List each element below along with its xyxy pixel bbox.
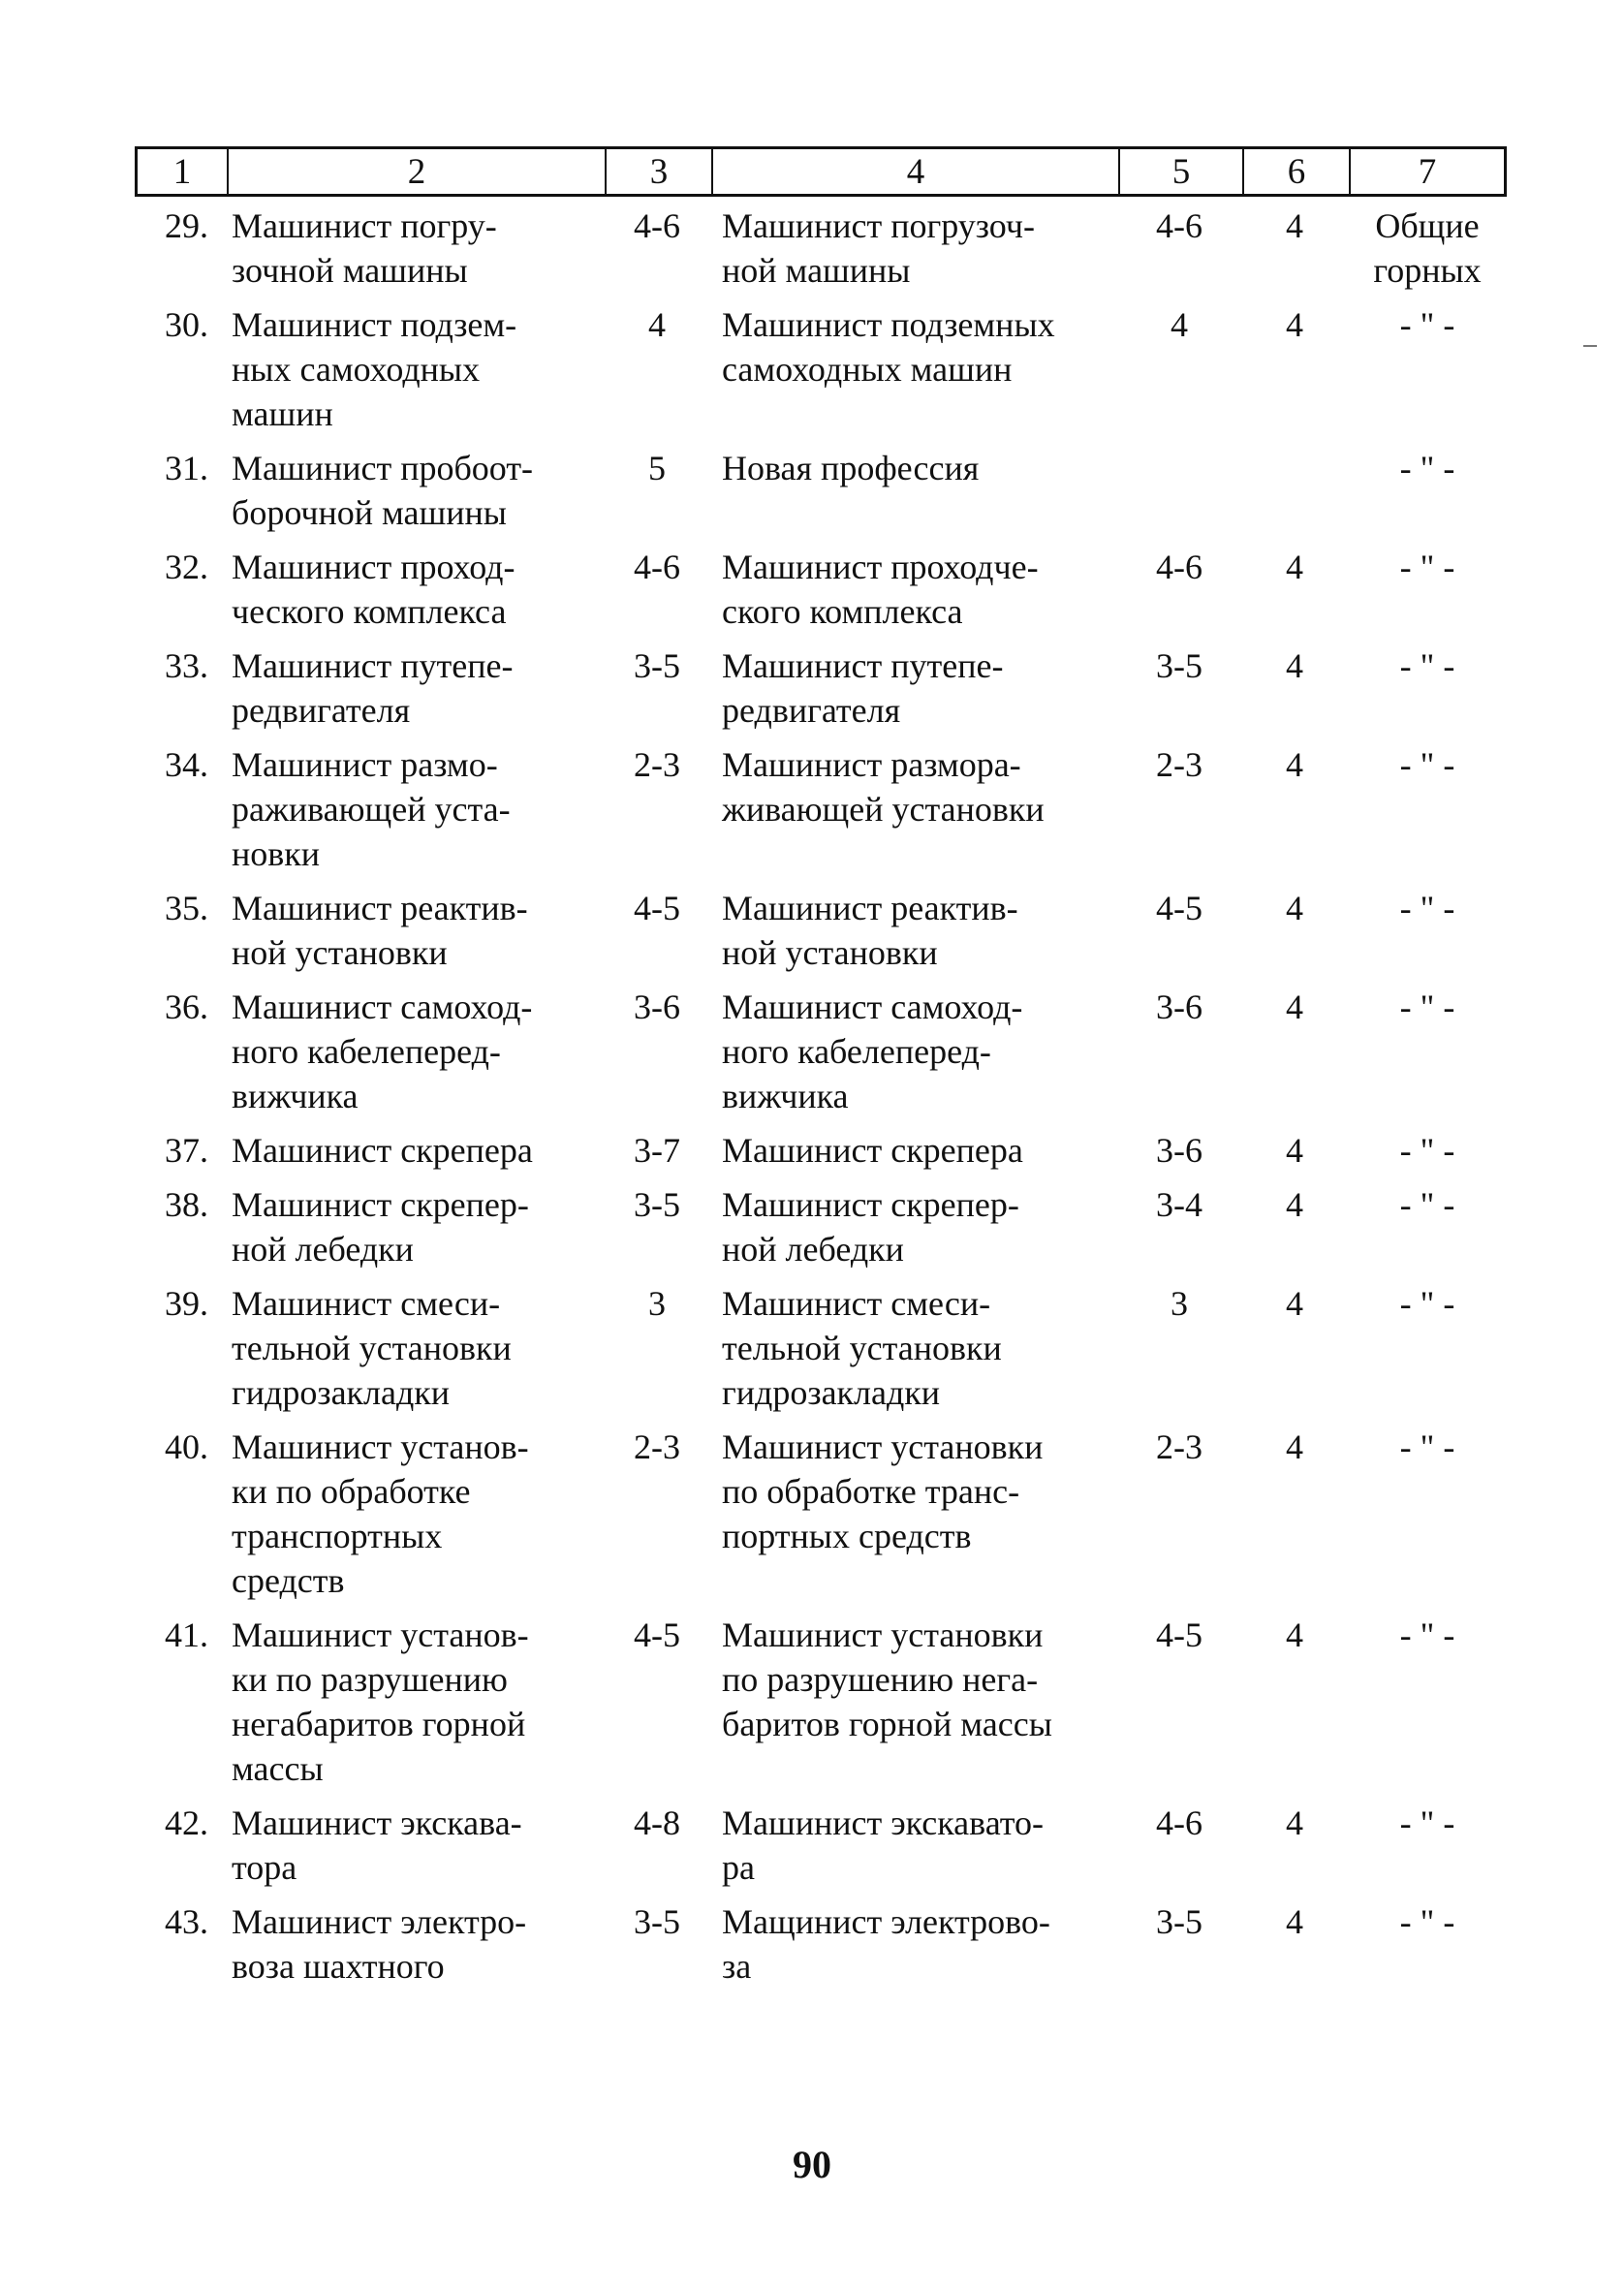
new-profession-name: Машинист путепе- редвигателя bbox=[722, 646, 1004, 730]
header-col-5: 5 bbox=[1120, 149, 1244, 194]
row-number: 30. bbox=[165, 305, 208, 344]
old-profession-name: Машинист электро- воза шахтного bbox=[232, 1902, 527, 1986]
section-name: - " - bbox=[1399, 548, 1455, 586]
new-grade-range: 2-3 bbox=[1156, 1427, 1202, 1466]
row-number: 34. bbox=[165, 745, 208, 784]
old-profession-name: Машинист погру- зочной машины bbox=[232, 206, 497, 290]
old-grade-range: 3-5 bbox=[634, 1902, 680, 1941]
new-grade-range: 4 bbox=[1171, 305, 1188, 344]
section-name: - " - bbox=[1399, 889, 1455, 927]
old-profession-name: Машинист размо- раживающей уста- новки bbox=[232, 745, 511, 873]
old-profession-name: Машинист скрепер- ной лебедки bbox=[232, 1185, 529, 1269]
header-col-2: 2 bbox=[229, 149, 607, 194]
education-level: 4 bbox=[1286, 1427, 1303, 1466]
table-body bbox=[135, 204, 1507, 1998]
header-col-7: 7 bbox=[1418, 151, 1437, 192]
section-name: - " - bbox=[1399, 1615, 1455, 1654]
row-number: 40. bbox=[165, 1427, 208, 1466]
new-profession-name: Машинист смеси- тельной установки гидрозакладки bbox=[722, 1284, 1002, 1412]
education-level: 4 bbox=[1286, 305, 1303, 344]
old-grade-range: 3-5 bbox=[634, 646, 680, 685]
new-grade-range: 2-3 bbox=[1156, 745, 1202, 784]
new-grade-range: 4-5 bbox=[1156, 889, 1202, 927]
section-name: - " - bbox=[1399, 1902, 1455, 1941]
old-profession-name: Машинист самоход- ного кабелеперед- вижчика bbox=[232, 988, 533, 1115]
scan-artifact-mark bbox=[1583, 345, 1597, 347]
header-col-4: 4 bbox=[713, 149, 1120, 194]
table-row bbox=[135, 886, 1507, 975]
education-level: 4 bbox=[1286, 745, 1303, 784]
education-level: 4 bbox=[1286, 988, 1303, 1026]
new-profession-name: Машинист самоход- ного кабелеперед- вижчика bbox=[722, 988, 1023, 1115]
new-grade-range: 3-6 bbox=[1156, 1131, 1202, 1170]
row-number: 33. bbox=[165, 646, 208, 685]
table-row bbox=[135, 1613, 1507, 1791]
old-grade-range: 4-5 bbox=[634, 889, 680, 927]
new-profession-name: Машинист размора- живающей установки bbox=[722, 745, 1045, 829]
old-grade-range: 3-6 bbox=[634, 988, 680, 1026]
old-profession-name: Машинист реактив- ной установки bbox=[232, 889, 528, 972]
page-number: 90 bbox=[793, 2143, 831, 2186]
section-name: - " - bbox=[1399, 745, 1455, 784]
table-row bbox=[135, 643, 1507, 733]
header-col-1: 1 bbox=[138, 149, 229, 194]
row-number: 36. bbox=[165, 988, 208, 1026]
education-level: 4 bbox=[1286, 206, 1303, 245]
table-row bbox=[135, 204, 1507, 293]
education-level: 4 bbox=[1286, 1902, 1303, 1941]
new-profession-name: Мащинист электрово- за bbox=[722, 1902, 1050, 1986]
old-profession-name: Машинист экскава- тора bbox=[232, 1803, 522, 1887]
old-profession-name: Машинист смеси- тельной установки гидрозакладки bbox=[232, 1284, 512, 1412]
old-grade-range: 2-3 bbox=[634, 745, 680, 784]
table-row bbox=[135, 1899, 1507, 1989]
row-number: 38. bbox=[165, 1185, 208, 1224]
old-grade-range: 3-7 bbox=[634, 1131, 680, 1170]
new-grade-range: 3 bbox=[1171, 1284, 1188, 1323]
new-grade-range: 4-5 bbox=[1156, 1615, 1202, 1654]
section-name: - " - bbox=[1399, 646, 1455, 685]
table-row bbox=[135, 446, 1507, 535]
education-level: 4 bbox=[1286, 548, 1303, 586]
new-grade-range: 4-6 bbox=[1156, 1803, 1202, 1842]
section-name: - " - bbox=[1399, 305, 1455, 344]
new-grade-range: 3-6 bbox=[1156, 988, 1202, 1026]
new-profession-name: Машинист подземных самоходных машин bbox=[722, 305, 1055, 389]
new-profession-name: Машинист погрузоч- ной машины bbox=[722, 206, 1035, 290]
table-row bbox=[135, 1182, 1507, 1271]
table-row bbox=[135, 1425, 1507, 1603]
old-grade-range: 4-6 bbox=[634, 206, 680, 245]
section-name: - " - bbox=[1399, 1131, 1455, 1170]
row-number: 29. bbox=[165, 206, 208, 245]
new-profession-name: Машинист проходче- ского комплекса bbox=[722, 548, 1039, 631]
row-number: 35. bbox=[165, 889, 208, 927]
old-profession-name: Машинист скрепера bbox=[232, 1131, 533, 1170]
header-col-6: 6 bbox=[1244, 149, 1351, 194]
row-number: 31. bbox=[165, 449, 208, 487]
new-grade-range: 3-4 bbox=[1156, 1185, 1202, 1224]
row-number: 39. bbox=[165, 1284, 208, 1323]
old-profession-name: Машинист подзем- ных самоходных машин bbox=[232, 305, 517, 433]
section-name: - " - bbox=[1399, 988, 1455, 1026]
table-row bbox=[135, 742, 1507, 876]
header-col-3: 3 bbox=[607, 149, 713, 194]
old-profession-name: Машинист проход- ческого комплекса bbox=[232, 548, 515, 631]
row-number: 42. bbox=[165, 1803, 208, 1842]
table-row bbox=[135, 545, 1507, 634]
education-level: 4 bbox=[1286, 889, 1303, 927]
section-name: - " - bbox=[1399, 1284, 1455, 1323]
education-level: 4 bbox=[1286, 1185, 1303, 1224]
new-grade-range: 4-6 bbox=[1156, 206, 1202, 245]
old-grade-range: 4 bbox=[648, 305, 666, 344]
old-profession-name: Машинист путепе- редвигателя bbox=[232, 646, 514, 730]
new-grade-range: 3-5 bbox=[1156, 1902, 1202, 1941]
old-grade-range: 5 bbox=[648, 449, 666, 487]
row-number: 37. bbox=[165, 1131, 208, 1170]
table-row bbox=[135, 1128, 1507, 1173]
new-profession-name: Машинист установки по обработке транс- портных средств bbox=[722, 1427, 1044, 1555]
new-profession-name: Машинист экскавато- ра bbox=[722, 1803, 1044, 1887]
section-name: - " - bbox=[1399, 1185, 1455, 1224]
new-grade-range: 3-5 bbox=[1156, 646, 1202, 685]
new-profession-name: Машинист реактив- ной установки bbox=[722, 889, 1018, 972]
education-level: 4 bbox=[1286, 1615, 1303, 1654]
education-level: 4 bbox=[1286, 1284, 1303, 1323]
old-grade-range: 3-5 bbox=[634, 1185, 680, 1224]
section-name: - " - bbox=[1399, 449, 1455, 487]
new-profession-name: Машинист скрепер- ной лебедки bbox=[722, 1185, 1019, 1269]
section-name: - " - bbox=[1399, 1427, 1455, 1466]
new-profession-name: Новая профессия bbox=[722, 449, 980, 487]
table-row bbox=[135, 1801, 1507, 1890]
old-profession-name: Машинист установ- ки по обработке транспортных средств bbox=[232, 1427, 529, 1600]
new-profession-name: Машинист установки по разрушению нега- баритов горной массы bbox=[722, 1615, 1052, 1743]
row-number: 32. bbox=[165, 548, 208, 586]
old-grade-range: 3 bbox=[648, 1284, 666, 1323]
old-profession-name: Машинист установ- ки по разрушению негабаритов горной массы bbox=[232, 1615, 529, 1788]
table-row bbox=[135, 1281, 1507, 1415]
new-profession-name: Машинист скрепера bbox=[722, 1131, 1023, 1170]
old-grade-range: 4-5 bbox=[634, 1615, 680, 1654]
table-row bbox=[135, 302, 1507, 436]
row-number: 43. bbox=[165, 1902, 208, 1941]
section-name: - " - bbox=[1399, 1803, 1455, 1842]
new-grade-range: 4-6 bbox=[1156, 548, 1202, 586]
table-row bbox=[135, 985, 1507, 1118]
old-grade-range: 2-3 bbox=[634, 1427, 680, 1466]
row-number: 41. bbox=[165, 1615, 208, 1654]
education-level: 4 bbox=[1286, 1131, 1303, 1170]
old-grade-range: 4-6 bbox=[634, 548, 680, 586]
education-level: 4 bbox=[1286, 646, 1303, 685]
old-grade-range: 4-8 bbox=[634, 1803, 680, 1842]
table-header bbox=[135, 146, 1507, 197]
old-profession-name: Машинист пробоот- борочной машины bbox=[232, 449, 534, 532]
education-level: 4 bbox=[1286, 1803, 1303, 1842]
section-name: Общие горных bbox=[1373, 206, 1482, 290]
